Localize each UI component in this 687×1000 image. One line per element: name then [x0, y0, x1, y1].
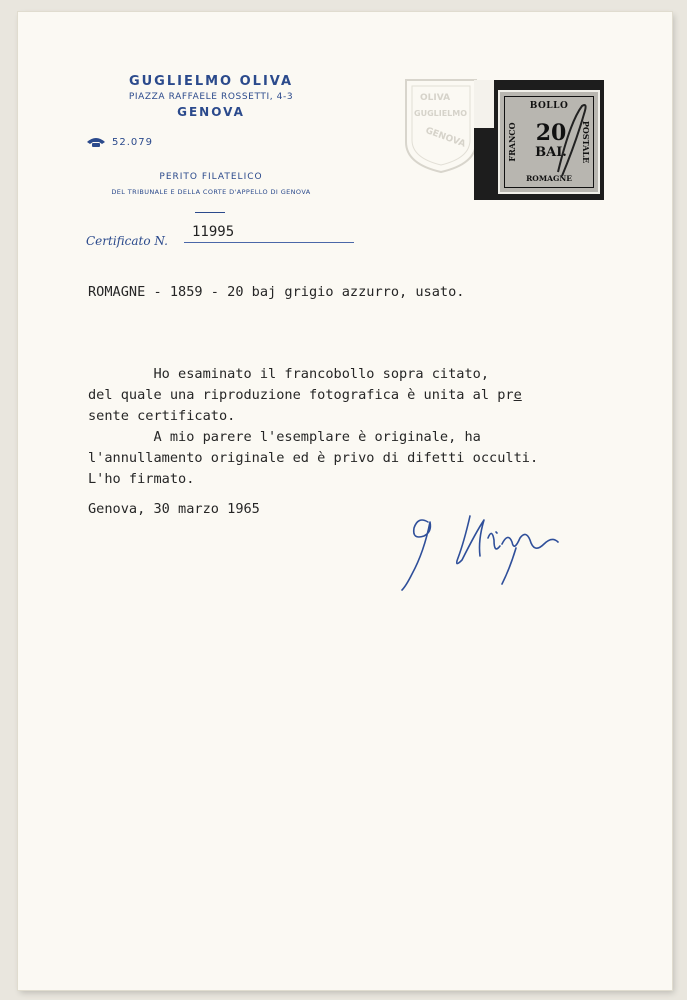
certificate-sheet [18, 12, 672, 990]
stamp-top-text: BOLLO [529, 101, 569, 111]
svg-text:GENOVA: GENOVA [423, 125, 467, 150]
phone-number: 52.079 [112, 136, 153, 148]
letterhead-city: GENOVA [177, 105, 245, 119]
paragraph1-line3: sente certificato. [88, 408, 236, 424]
cancellation-mark [500, 92, 598, 192]
stamp-value-number: 20 [535, 120, 567, 146]
letterhead-divider [195, 212, 225, 213]
letterhead-name: GUGLIELMO OLIVA [128, 74, 294, 89]
paragraph2-line2: l'annullamento originale ed è privo di difetti occulti. [88, 450, 539, 466]
paragraph1-line2: del quale una riproduzione fotografica è unita al pr [88, 387, 514, 403]
letterhead-phone [86, 136, 153, 148]
letterhead [76, 74, 346, 196]
paragraph2-line1: A mio parere l'esemplare è originale, ha [88, 429, 481, 445]
telephone-icon [86, 136, 106, 148]
svg-text:OLIVA: OLIVA [420, 93, 451, 103]
svg-text:GUGLIELMO: GUGLIELMO [414, 109, 468, 118]
place-and-date: Genova, 30 marzo 1965 [88, 501, 260, 517]
stamp-photo [474, 80, 604, 200]
letterhead-title: PERITO FILATELICO [159, 172, 263, 182]
letterhead-address: PIAZZA RAFFAELE ROSSETTI, 4-3 [128, 92, 294, 102]
photo-mount-corner [474, 80, 494, 128]
stamp-value-unit: BAI. [535, 145, 567, 160]
stamp-bottom-text: ROMAGNE [526, 174, 572, 183]
stamp-right-text: POSTALE [581, 120, 591, 164]
certificate-label: Certificato N. [86, 234, 168, 248]
handwritten-signature [384, 492, 584, 592]
postage-stamp [498, 90, 600, 194]
paragraph2-line3: L'ho firmato. [88, 471, 195, 487]
stamp-left-text: FRANCO [507, 122, 517, 162]
certificate-body [88, 364, 538, 490]
paragraph1-line2-underlined: e [513, 387, 522, 403]
paragraph1-line1: Ho esaminato il francobollo sopra citato, [88, 366, 490, 382]
embossed-seal [400, 72, 482, 176]
stamp-description: ROMAGNE - 1859 - 20 baj grigio azzurro, usato. [88, 284, 465, 300]
letterhead-subtitle: DEL TRIBUNALE E DELLA CORTE D'APPELLO DI GENOVA [111, 188, 311, 196]
certificate-number-line [86, 224, 235, 249]
certificate-number: 11995 [192, 224, 235, 240]
